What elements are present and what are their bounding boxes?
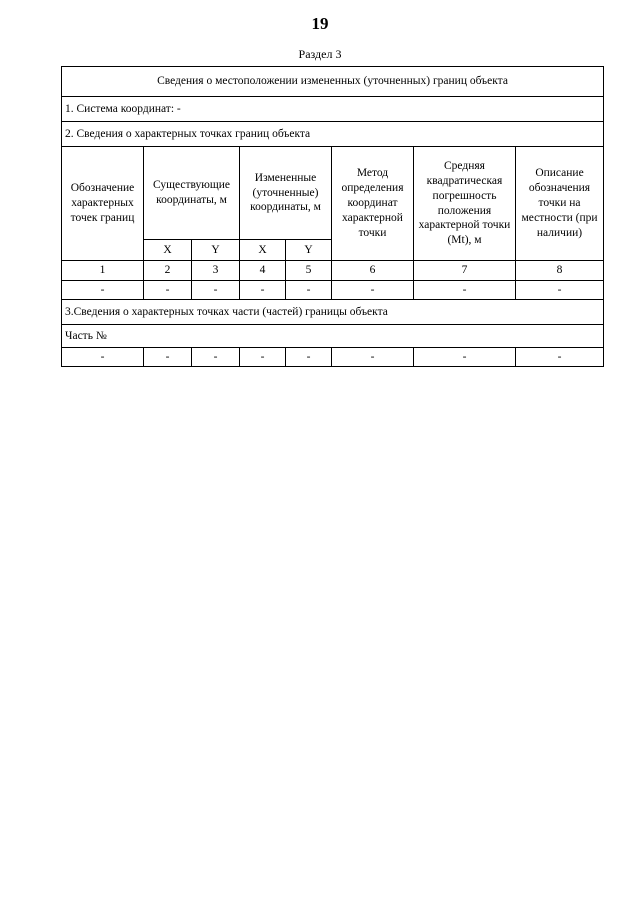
header-designation: Обозначение характерных точек границ: [62, 147, 144, 261]
table-cell: -: [240, 281, 286, 300]
column-number: 8: [516, 261, 604, 281]
table-row: [62, 281, 604, 300]
table-cell: -: [516, 348, 604, 367]
header-changed-y: Y: [286, 240, 332, 261]
table-cell: -: [144, 281, 192, 300]
table-cell: -: [62, 348, 144, 367]
header-method: Метод определения координат характерной точки: [332, 147, 414, 261]
column-number: 1: [62, 261, 144, 281]
table-cell: -: [62, 281, 144, 300]
boundary-table: [61, 66, 604, 367]
part-number-row: Часть №: [62, 325, 604, 348]
table-cell: -: [240, 348, 286, 367]
table-title: Сведения о местоположении измененных (уточненных) границ объекта: [62, 67, 604, 97]
table-cell: -: [332, 281, 414, 300]
column-number: 7: [414, 261, 516, 281]
parts-section-row: 3.Сведения о характерных точках части (частей) границы объекта: [62, 300, 604, 325]
header-changed-coords: Измененные (уточненные) координаты, м: [240, 147, 332, 240]
column-number: 2: [144, 261, 192, 281]
page-number: 19: [311, 14, 329, 33]
table-cell: -: [516, 281, 604, 300]
column-number: 5: [286, 261, 332, 281]
column-number: 6: [332, 261, 414, 281]
header-rms-error: Средняя квадратическая погрешность положения характерной точки (Mt), м: [414, 147, 516, 261]
table-cell: -: [286, 281, 332, 300]
column-numbers-row: [62, 261, 604, 281]
header-description: Описание обозначения точки на местности (при наличии): [516, 147, 604, 261]
column-number: 3: [192, 261, 240, 281]
table-cell: -: [414, 281, 516, 300]
table-row: [62, 348, 604, 367]
section-label: Раздел 3: [298, 47, 342, 61]
points-section-row: 2. Сведения о характерных точках границ объекта: [62, 122, 604, 147]
header-existing-x: X: [144, 240, 192, 261]
header-changed-x: X: [240, 240, 286, 261]
table-cell: -: [144, 348, 192, 367]
table-cell: -: [192, 281, 240, 300]
column-number: 4: [240, 261, 286, 281]
table-cell: -: [414, 348, 516, 367]
table-cell: -: [192, 348, 240, 367]
table-cell: -: [286, 348, 332, 367]
header-existing-y: Y: [192, 240, 240, 261]
header-existing-coords: Существующие координаты, м: [144, 147, 240, 240]
table-cell: -: [332, 348, 414, 367]
coord-system-row: 1. Система координат: -: [62, 97, 604, 122]
